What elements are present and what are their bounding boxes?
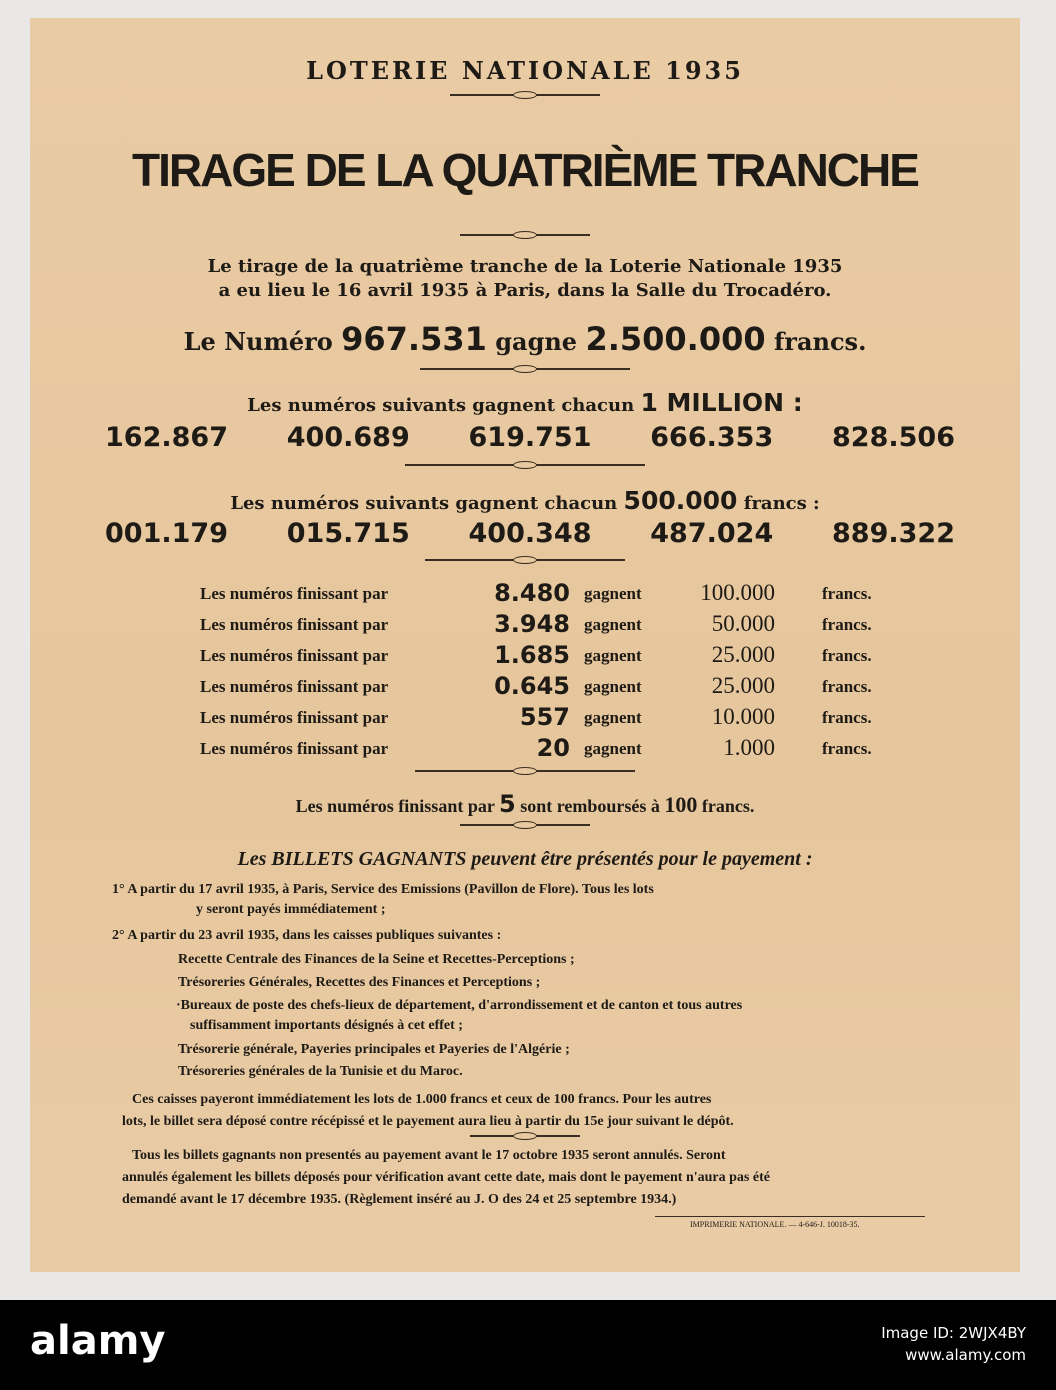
refund-label: Les numéros finissant par — [295, 796, 495, 816]
ornament-divider — [460, 234, 590, 236]
winning-number: 619.751 — [468, 422, 592, 453]
ending-verb: gagnent — [584, 677, 642, 696]
million-label: Les numéros suivants gagnent chacun — [247, 395, 635, 416]
ending-label: Les numéros finissant par — [200, 739, 389, 758]
main-title: TIRAGE DE LA QUATRIÈME TRANCHE — [132, 144, 918, 196]
jackpot-amount: 2.500.000 — [585, 320, 766, 358]
payment-line: Trésoreries Générales, Recettes des Finances et Perceptions ; — [178, 975, 541, 990]
payment-line: 2° A partir du 23 avril 1935, dans les caisses publiques suivantes : — [112, 928, 502, 943]
payment-line: y seront payés immédiatement ; — [196, 902, 386, 917]
image-id: Image ID: 2WJX4BY — [881, 1324, 1026, 1342]
payment-line: Trésoreries générales de la Tunisie et du Maroc. — [178, 1064, 463, 1079]
winning-number: 400.689 — [286, 422, 410, 453]
ending-prize: 10.000 — [711, 704, 775, 729]
payment-heading: Les BILLETS GAGNANTS peuvent être présentés pour le payement : — [237, 848, 813, 870]
ending-digits: 0.645 — [494, 672, 570, 700]
ending-digits: 20 — [536, 734, 570, 762]
ornament-divider — [470, 1135, 580, 1137]
lottery-title: LOTERIE NATIONALE 1935 — [306, 56, 744, 85]
million-heading — [30, 388, 1020, 417]
jackpot-unit: francs. — [773, 327, 867, 356]
watermark-url: www.alamy.com — [905, 1346, 1026, 1364]
ending-verb: gagnent — [584, 646, 642, 665]
half-unit: francs : — [743, 493, 820, 514]
ending-prize: 25.000 — [711, 673, 775, 698]
ending-unit: francs. — [822, 708, 872, 727]
ending-label: Les numéros finissant par — [200, 646, 389, 665]
ending-verb: gagnent — [584, 708, 642, 727]
ending-prize: 25.000 — [711, 642, 775, 667]
ending-label: Les numéros finissant par — [200, 677, 389, 696]
refund-digit: 5 — [499, 790, 516, 818]
ending-label: Les numéros finissant par — [200, 708, 389, 727]
ending-verb: gagnent — [584, 739, 642, 758]
payment-line: ·Bureaux de poste des chefs-lieux de département, d'arrondissement et de canton et tous autres — [176, 998, 743, 1013]
final-note: demandé avant le 17 décembre 1935. (Règlement inséré au J. O des 24 et 25 septembre 1934.) — [122, 1192, 677, 1207]
half-label: Les numéros suivants gagnent chacun — [230, 493, 618, 514]
alamy-logo: alamy — [30, 1318, 166, 1364]
winning-number: 487.024 — [650, 518, 774, 549]
jackpot-label: Le Numéro — [183, 327, 333, 356]
ending-digits: 1.685 — [494, 641, 570, 669]
ornament-divider — [460, 824, 590, 826]
million-amount: 1 MILLION : — [640, 388, 803, 417]
winning-number: 001.179 — [105, 518, 228, 549]
ending-prize: 100.000 — [700, 580, 775, 605]
ending-digits: 3.948 — [494, 610, 570, 638]
winning-number: 666.353 — [650, 422, 774, 453]
watermark-info — [881, 1324, 1026, 1364]
ornament-divider — [420, 368, 630, 370]
ending-unit: francs. — [822, 584, 872, 603]
half-million-numbers — [105, 518, 955, 549]
refund-verb: sont remboursés à — [520, 796, 660, 816]
ending-unit: francs. — [822, 677, 872, 696]
printer-rule — [655, 1216, 925, 1217]
ornament-divider — [450, 94, 600, 96]
ending-verb: gagnent — [584, 584, 642, 603]
ending-prize: 1.000 — [723, 735, 775, 760]
payment-note: Ces caisses payeront immédiatement les lots de 1.000 francs et ceux de 100 francs. Pour les autres — [132, 1092, 712, 1107]
half-million-heading — [30, 486, 1020, 515]
ending-unit: francs. — [822, 646, 872, 665]
payment-note: lots, le billet sera déposé contre récépissé et le payement aura lieu à partir du 15e jour suivant le dépôt. — [122, 1114, 734, 1129]
jackpot-number: 967.531 — [341, 320, 487, 358]
payment-line: 1° A partir du 17 avril 1935, à Paris, Service des Emissions (Pavillon de Flore). Tous les lots — [112, 882, 654, 897]
intro-line: Le tirage de la quatrième tranche de la Loterie Nationale 1935 — [207, 256, 843, 277]
lottery-poster — [30, 18, 1020, 1272]
ornament-divider — [415, 770, 635, 772]
winning-number: 889.322 — [832, 518, 955, 549]
jackpot-line — [30, 320, 1020, 358]
ending-label: Les numéros finissant par — [200, 584, 389, 603]
ending-verb: gagnent — [584, 615, 642, 634]
winning-number: 162.867 — [105, 422, 228, 453]
refund-unit: francs. — [701, 796, 755, 816]
ending-label: Les numéros finissant par — [200, 615, 389, 634]
ending-prize: 50.000 — [711, 611, 775, 636]
final-note: annulés également les billets déposés pour vérification avant cette date, mais dont le payement n'aura pas été — [122, 1170, 770, 1185]
watermark-banner — [0, 1300, 1056, 1390]
winning-number: 015.715 — [286, 518, 410, 549]
final-note: Tous les billets gagnants non presentés au payement avant le 17 octobre 1935 seront annulés. Seront — [132, 1148, 726, 1163]
payment-line: Trésorerie générale, Payeries principales et Payeries de l'Algérie ; — [178, 1042, 570, 1057]
half-amount: 500.000 — [623, 486, 738, 515]
ending-row — [200, 734, 900, 769]
payment-line: suffisamment importants désignés à cet effet ; — [190, 1018, 463, 1033]
jackpot-verb: gagne — [495, 327, 578, 356]
printer-imprint: IMPRIMERIE NATIONALE. — 4-646-J. 10018-35. — [690, 1220, 860, 1229]
ending-digits: 8.480 — [494, 579, 570, 607]
million-numbers — [105, 422, 955, 453]
ending-digits: 557 — [519, 703, 570, 731]
winning-number: 400.348 — [468, 518, 592, 549]
refund-line — [30, 790, 1020, 818]
intro-line: a eu lieu le 16 avril 1935 à Paris, dans la Salle du Trocadéro. — [218, 280, 832, 301]
ornament-divider — [425, 559, 625, 561]
ending-unit: francs. — [822, 615, 872, 634]
payment-line: Recette Centrale des Finances de la Seine et Recettes-Perceptions ; — [178, 952, 575, 967]
winning-number: 828.506 — [832, 422, 955, 453]
refund-amount: 100 — [664, 792, 698, 817]
ornament-divider — [405, 464, 645, 466]
ending-unit: francs. — [822, 739, 872, 758]
